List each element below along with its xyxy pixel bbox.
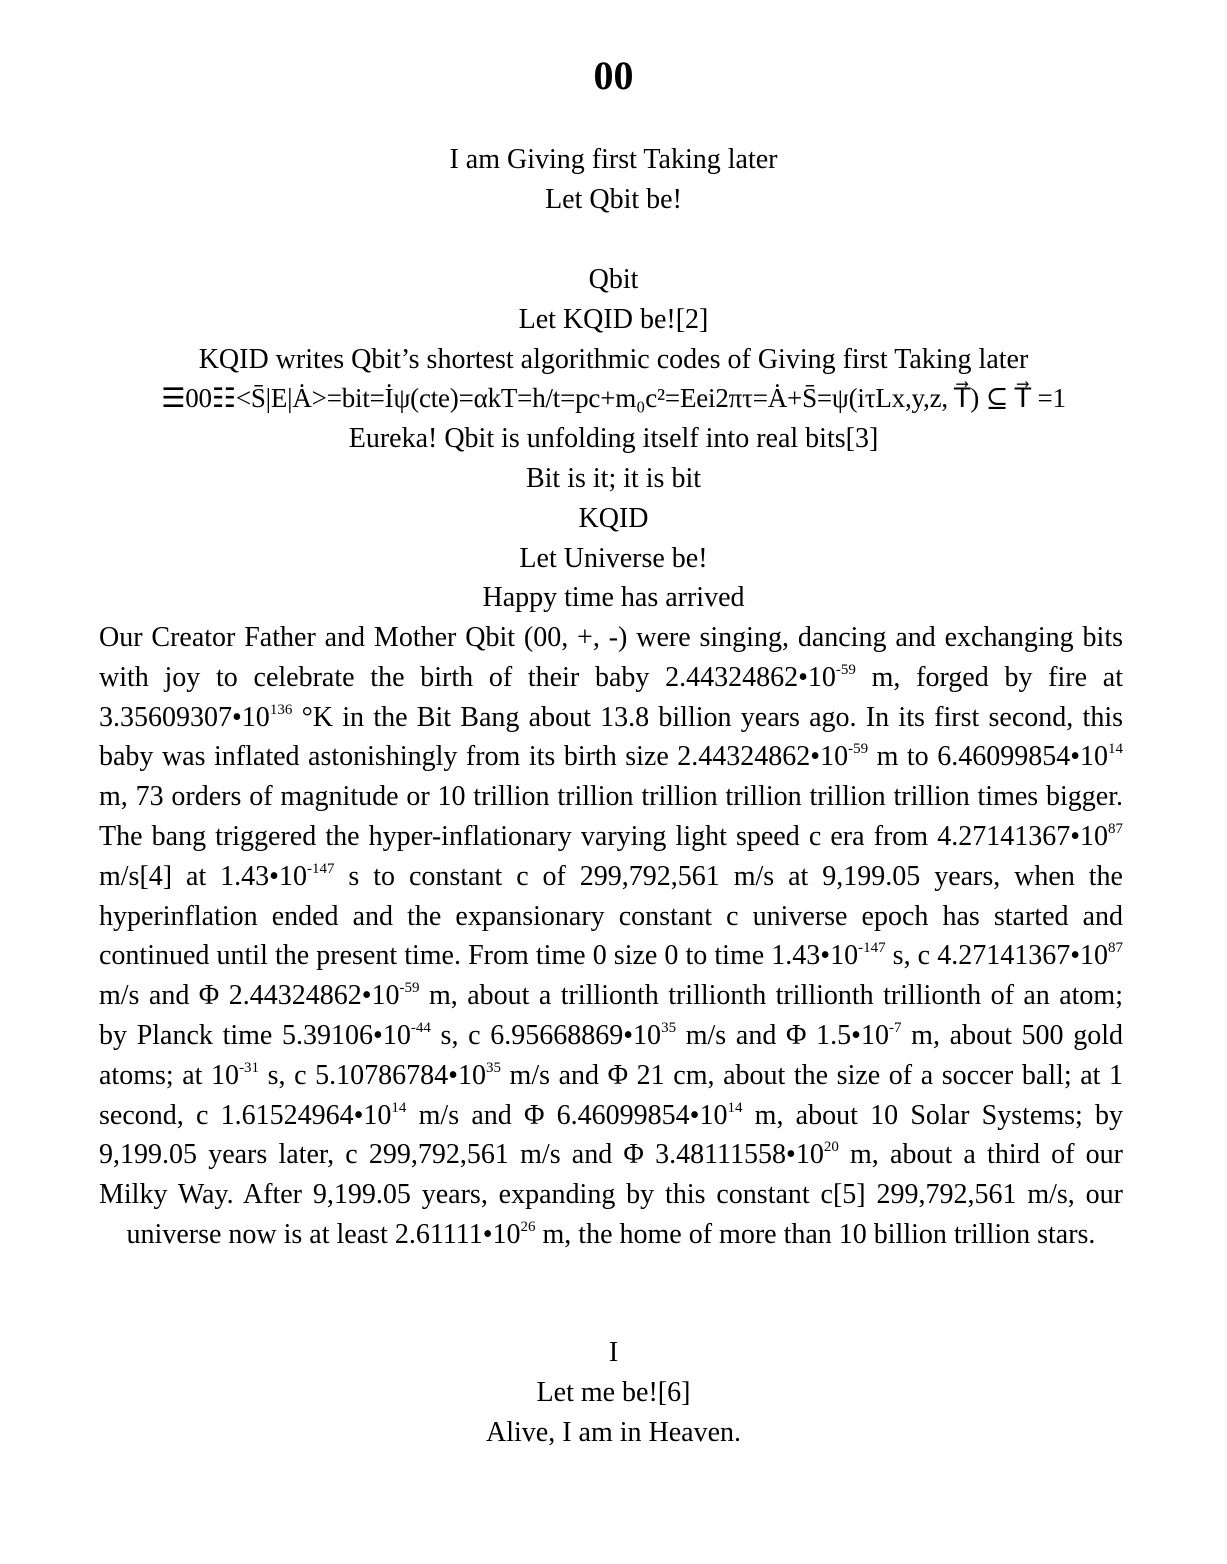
exponent: 35	[661, 1019, 677, 1036]
exponent: 14	[1108, 741, 1123, 758]
text-line: Alive, I am in Heaven.	[485, 1416, 742, 1448]
exponent: -31	[239, 1059, 260, 1076]
paragraph-text: m, about a third of our Milky Way. After 9,199.05 years, expanding by this constant c[5] 299,792,561 m/s, our universe now is at least 2.61111•10	[99, 1139, 1123, 1250]
paragraph-text: m/s and Φ 1.5•10	[676, 1019, 889, 1051]
text-line: KQID writes Qbit’s shortest algorithmic codes of Giving first Taking later	[198, 343, 1029, 375]
paragraph-text: m/s and Φ 6.46099854•10	[406, 1099, 728, 1131]
text-line: Bit is it; it is bit	[525, 462, 702, 494]
text-line: I am Giving first Taking later	[449, 144, 778, 175]
exponent: -59	[848, 741, 869, 758]
exponent: 87	[1108, 940, 1123, 957]
paragraph-text: s, c 4.27141367•10	[885, 940, 1108, 972]
paragraph-text: m, 73 orders of magnitude or 10 trillion trillion trillion trillion trillion trillion times bigger. The bang triggered the hyper-inflationary varying light speed c era from 4.27141367•10	[99, 781, 1123, 852]
text-line: Let Qbit be!	[545, 183, 682, 215]
exponent: 14	[391, 1099, 407, 1116]
exponent: -59	[835, 661, 856, 678]
paragraph-text: m, about 500 gold atoms; at 10	[99, 1019, 1124, 1091]
body-paragraph	[99, 618, 1123, 1255]
intro-block	[0, 140, 1227, 220]
closing-block	[0, 1333, 1227, 1452]
text-line: Qbit	[588, 264, 639, 295]
text-line: KQID	[578, 502, 649, 534]
text-line: Let me be![6]	[536, 1376, 691, 1408]
text-line: Let Universe be!	[519, 542, 708, 574]
paragraph-text: m, the home of more than 10 billion trillion stars.	[535, 1218, 1096, 1250]
exponent: -147	[306, 860, 335, 877]
paragraph-text: m/s and Φ 21 cm, about the size of a soccer ball; at 1 second, c 1.61524964•10	[99, 1059, 1123, 1131]
text-line: Eureka! Qbit is unfolding itself into real bits[3]	[348, 423, 879, 455]
exponent: 20	[823, 1139, 839, 1156]
text-line: Let KQID be![2]	[518, 303, 709, 335]
paragraph-text: s, c 5.10786784•10	[259, 1059, 486, 1091]
text-line: Happy time has arrived	[482, 582, 745, 614]
paragraph-text: m, about a trillionth trillionth trillionth trillionth of an atom; by Planck time 5.39106•10	[99, 980, 1123, 1051]
paragraph-text: s, c 6.95668869•10	[430, 1019, 662, 1051]
paragraph-text: m, about 10 Solar Systems; by 9,199.05 years later, c 299,792,561 m/s and Φ 3.48111558•10	[99, 1099, 1123, 1171]
paragraph-text: Our Creator Father and Mother Qbit (00, +, -) were singing, dancing and exchanging bits with joy to celebrate the birth of their baby 2.44324862•10	[99, 622, 1123, 693]
exponent: -7	[888, 1019, 902, 1036]
qbit-block	[0, 260, 1227, 618]
page-title: 00	[593, 53, 634, 98]
paragraph-text: m/s and Φ 2.44324862•10	[99, 980, 400, 1012]
paragraph-text: m to 6.46099854•10	[868, 741, 1108, 773]
exponent: 87	[1108, 820, 1123, 837]
exponent: -44	[410, 1019, 431, 1036]
exponent: 14	[727, 1099, 743, 1116]
exponent: 35	[485, 1059, 501, 1076]
exponent: -59	[399, 980, 420, 997]
paragraph-text: m/s[4] at 1.43•10	[99, 860, 307, 892]
paragraph-text: °K in the Bit Bang about 13.8 billion years ago. In its first second, this baby was inflated astonishingly from its birth size 2.44324862•10	[99, 701, 1123, 773]
exponent: 26	[520, 1218, 536, 1235]
exponent: -147	[858, 940, 886, 957]
text-line: I	[608, 1337, 619, 1368]
formula-line: ☰00☷<S̄|E|Ȧ>=bit=İψ(cte)=αkT=h/t=pc+m₀c²=Eei2πτ=Ȧ+S̄=ψ(iτLx,y,z, T⃗) ⊆ T⃗ =1	[161, 383, 1066, 414]
paragraph-text: s to constant c of 299,792,561 m/s at 9,199.05 years, when the hyperinflation ended and the expansionary constant c universe epoch has started and continued until the present time. From time 0 size 0 to time 1.43•10	[99, 860, 1123, 972]
paragraph-text: m, forged by fire at 3.35609307•10	[99, 661, 1123, 733]
exponent: 136	[269, 701, 293, 718]
